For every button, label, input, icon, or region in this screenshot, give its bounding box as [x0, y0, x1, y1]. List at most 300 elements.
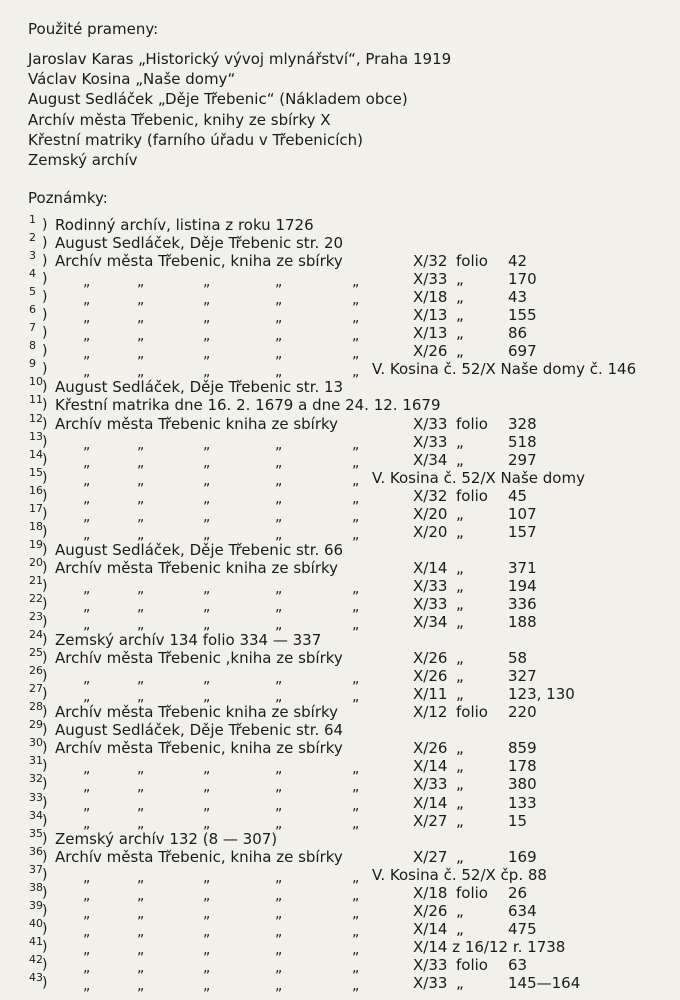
- ditto-mark: „: [352, 508, 360, 525]
- note-number: 21: [29, 573, 43, 587]
- note-bracket: ): [42, 902, 48, 919]
- note-bracket: ): [42, 812, 48, 829]
- page-number: 336: [508, 594, 537, 613]
- ditto-mark: „: [275, 617, 283, 634]
- page-number: 634: [508, 901, 537, 920]
- note-bracket: ): [42, 325, 48, 342]
- note-row: [0, 447, 680, 471]
- page-number: 155: [508, 306, 537, 325]
- collection-ref: X/33: [413, 775, 448, 794]
- ditto-mark: „: [203, 887, 211, 904]
- note-row: [0, 519, 680, 543]
- ditto-mark: „: [352, 941, 360, 958]
- note-row: [0, 934, 680, 958]
- collection-ref: X/33: [413, 270, 448, 289]
- page-number: 188: [508, 613, 537, 632]
- ditto-mark: „: [275, 689, 283, 706]
- note-row: [0, 862, 680, 886]
- ditto-mark: „: [275, 436, 283, 453]
- note-row: [0, 285, 680, 309]
- ditto-mark: „: [137, 292, 145, 309]
- ditto-mark: „: [83, 689, 91, 706]
- folio-label: „: [456, 576, 464, 595]
- note-bracket: ): [42, 523, 48, 540]
- ditto-mark: „: [83, 977, 91, 994]
- page-number: 328: [508, 414, 537, 433]
- page-number: 518: [508, 432, 537, 451]
- note-row: [0, 267, 680, 291]
- note-number: 19: [29, 537, 43, 551]
- note-bracket: ): [42, 758, 48, 775]
- ditto-mark: „: [203, 941, 211, 958]
- note-number: 8: [29, 339, 36, 353]
- collection-ref: X/26: [413, 901, 448, 920]
- note-row: [0, 393, 680, 415]
- note-bracket: ): [42, 595, 48, 612]
- folio-label: folio: [456, 414, 488, 433]
- collection-ref: X/33: [413, 576, 448, 595]
- note-row: [0, 465, 680, 489]
- note-row: [0, 952, 680, 976]
- note-text: Archív města Třebenic, kniha ze sbírky: [55, 739, 343, 758]
- note-text: August Sedláček, Děje Třebenic str. 64: [55, 721, 344, 740]
- page-number: 697: [508, 342, 537, 361]
- note-row: [0, 700, 680, 722]
- note-row: [0, 664, 680, 688]
- note-bracket: ): [42, 776, 48, 793]
- ditto-mark: „: [203, 923, 211, 940]
- note-bracket: ): [42, 614, 48, 631]
- ditto-mark: „: [137, 508, 145, 525]
- ditto-mark: „: [275, 508, 283, 525]
- note-bracket: ): [42, 217, 48, 233]
- folio-label: „: [456, 973, 464, 992]
- note-row: [0, 826, 680, 848]
- ditto-mark: „: [203, 580, 211, 597]
- note-number: 10: [29, 375, 43, 389]
- ditto-mark: „: [275, 274, 283, 291]
- ditto-mark: „: [275, 490, 283, 507]
- note-row: [0, 303, 680, 327]
- ditto-mark: „: [352, 797, 360, 814]
- note-row: [0, 591, 680, 615]
- folio-label: „: [456, 613, 464, 632]
- note-row: [0, 790, 680, 814]
- page-number: 45: [508, 486, 528, 505]
- collection-ref: X/27: [413, 847, 448, 866]
- folio-label: „: [456, 919, 464, 938]
- ditto-mark: „: [137, 689, 145, 706]
- note-bracket: ): [42, 740, 48, 757]
- note-tail-text: V. Kosina č. 52/X Naše domy č. 146: [372, 360, 637, 379]
- note-bracket: ): [42, 271, 48, 288]
- ditto-mark: „: [83, 328, 91, 345]
- note-number: 16: [29, 483, 43, 497]
- ditto-mark: „: [203, 490, 211, 507]
- note-text: August Sedláček, Děje Třebenic str. 13: [55, 378, 344, 397]
- note-number: 28: [29, 700, 43, 714]
- ditto-mark: „: [137, 797, 145, 814]
- note-row: [0, 339, 680, 363]
- ditto-mark: „: [83, 508, 91, 525]
- ditto-mark: „: [137, 959, 145, 976]
- note-number: 32: [29, 772, 43, 786]
- page-number: 327: [508, 667, 537, 686]
- page-number: 380: [508, 775, 537, 794]
- note-row: [0, 411, 680, 433]
- ditto-mark: „: [203, 364, 211, 381]
- note-number: 30: [29, 736, 43, 750]
- note-number: 1: [29, 213, 36, 226]
- ditto-mark: „: [137, 274, 145, 291]
- ditto-mark: „: [203, 346, 211, 363]
- collection-ref: X/33: [413, 594, 448, 613]
- note-row: [0, 375, 680, 397]
- note-bracket: ): [42, 794, 48, 811]
- ditto-mark: „: [275, 671, 283, 688]
- ditto-mark: „: [352, 346, 360, 363]
- note-text: Křestní matrika dne 16. 2. 1679 a dne 24. 12. 1679: [55, 396, 441, 415]
- ditto-mark: „: [352, 472, 360, 489]
- note-text: Archív města Třebenic kniha ze sbírky: [55, 558, 339, 577]
- note-row: [0, 772, 680, 796]
- note-number: 20: [29, 555, 43, 569]
- note-bracket: ): [42, 956, 48, 973]
- ditto-mark: „: [203, 328, 211, 345]
- folio-label: „: [456, 342, 464, 361]
- sources-heading: Použité prameny:: [28, 20, 159, 38]
- ditto-mark: „: [83, 797, 91, 814]
- collection-ref: X/26: [413, 739, 448, 758]
- folio-label: „: [456, 685, 464, 704]
- page-number: 43: [508, 288, 528, 307]
- note-number: 11: [29, 393, 43, 407]
- note-bracket: ): [42, 379, 48, 396]
- collection-ref: X/14 z 16/12 r. 1738: [413, 937, 566, 956]
- ditto-mark: „: [275, 310, 283, 327]
- ditto-mark: „: [352, 923, 360, 940]
- source-item: Zemský archív: [28, 150, 138, 169]
- note-number: 26: [29, 664, 43, 678]
- note-number: 42: [29, 952, 43, 966]
- ditto-mark: „: [203, 797, 211, 814]
- page-number: 107: [508, 504, 537, 523]
- ditto-mark: „: [83, 923, 91, 940]
- page-number: 220: [508, 703, 537, 722]
- ditto-mark: „: [137, 472, 145, 489]
- note-bracket: ): [42, 505, 48, 522]
- note-number: 6: [29, 303, 36, 317]
- folio-label: „: [456, 504, 464, 523]
- ditto-mark: „: [137, 454, 145, 471]
- ditto-mark: „: [352, 779, 360, 796]
- note-text: August Sedláček, Děje Třebenic str. 66: [55, 540, 344, 559]
- page-number: 178: [508, 757, 537, 776]
- note-bracket: ): [42, 704, 48, 721]
- ditto-mark: „: [352, 887, 360, 904]
- note-number: 17: [29, 501, 43, 515]
- note-number: 23: [29, 610, 43, 624]
- note-bracket: ): [42, 650, 48, 667]
- note-row: [0, 213, 680, 234]
- folio-label: folio: [456, 955, 488, 974]
- ditto-mark: „: [137, 490, 145, 507]
- ditto-mark: „: [275, 580, 283, 597]
- note-text: Zemský archív 132 (8 — 307): [55, 829, 278, 848]
- note-row: [0, 916, 680, 940]
- note-number: 7: [29, 321, 36, 335]
- ditto-mark: „: [352, 617, 360, 634]
- note-number: 40: [29, 916, 43, 930]
- note-text: August Sedláček, Děje Třebenic str. 20: [55, 234, 344, 253]
- note-number: 15: [29, 465, 43, 479]
- note-number: 33: [29, 790, 43, 804]
- folio-label: „: [456, 811, 464, 830]
- ditto-mark: „: [83, 364, 91, 381]
- ditto-mark: „: [137, 310, 145, 327]
- folio-label: „: [456, 522, 464, 541]
- ditto-mark: „: [275, 797, 283, 814]
- page-number: 170: [508, 270, 537, 289]
- note-bracket: ): [42, 938, 48, 955]
- page-number: 475: [508, 919, 537, 938]
- note-bracket: ): [42, 830, 48, 847]
- source-item: Jaroslav Karas „Historický vývoj mlynářství“, Praha 1919: [28, 50, 452, 68]
- page-number: 86: [508, 324, 528, 343]
- ditto-mark: „: [352, 454, 360, 471]
- note-number: 39: [29, 898, 43, 912]
- note-number: 14: [29, 447, 43, 461]
- note-row: [0, 555, 680, 577]
- ditto-mark: „: [83, 292, 91, 309]
- ditto-mark: „: [203, 761, 211, 778]
- ditto-mark: „: [137, 905, 145, 922]
- note-row: [0, 628, 680, 650]
- ditto-mark: „: [83, 905, 91, 922]
- note-bracket: ): [42, 848, 48, 865]
- folio-label: „: [456, 594, 464, 613]
- note-number: 5: [29, 285, 36, 299]
- note-text: Archív města Třebenic ,kniha ze sbírky: [55, 649, 343, 668]
- ditto-mark: „: [275, 598, 283, 615]
- page-number: 371: [508, 558, 537, 577]
- collection-ref: X/26: [413, 667, 448, 686]
- collection-ref: X/27: [413, 811, 448, 830]
- note-row: [0, 610, 680, 634]
- collection-ref: X/20: [413, 522, 448, 541]
- ditto-mark: „: [275, 815, 283, 832]
- note-row: [0, 501, 680, 525]
- collection-ref: X/33: [413, 955, 448, 974]
- note-row: [0, 646, 680, 668]
- page-number: 58: [508, 649, 528, 668]
- page-number: 123, 130: [508, 685, 575, 704]
- ditto-mark: „: [83, 436, 91, 453]
- ditto-mark: „: [203, 454, 211, 471]
- page-number: 297: [508, 450, 537, 469]
- collection-ref: X/33: [413, 432, 448, 451]
- folio-label: „: [456, 775, 464, 794]
- note-text: Archív města Třebenic, kniha ze sbírky: [55, 252, 343, 271]
- ditto-mark: „: [83, 310, 91, 327]
- note-bracket: ): [42, 632, 48, 649]
- sources-list: [28, 49, 451, 170]
- source-item: Křestní matriky (farního úřadu v Třebenicích): [28, 130, 363, 149]
- ditto-mark: „: [137, 977, 145, 994]
- ditto-mark: „: [275, 364, 283, 381]
- ditto-mark: „: [352, 671, 360, 688]
- note-number: 22: [29, 591, 43, 605]
- collection-ref: X/34: [413, 450, 448, 469]
- ditto-mark: „: [83, 346, 91, 363]
- ditto-mark: „: [137, 815, 145, 832]
- ditto-mark: „: [137, 598, 145, 615]
- ditto-mark: „: [203, 436, 211, 453]
- note-number: 9: [29, 357, 36, 371]
- collection-ref: X/26: [413, 342, 448, 361]
- note-bracket: ): [42, 397, 48, 414]
- folio-label: „: [456, 270, 464, 289]
- collection-ref: X/14: [413, 919, 448, 938]
- folio-label: „: [456, 739, 464, 758]
- note-bracket: ): [42, 433, 48, 450]
- collection-ref: X/13: [413, 306, 448, 325]
- ditto-mark: „: [83, 959, 91, 976]
- note-tail-text: V. Kosina č. 52/X Naše domy: [372, 468, 585, 487]
- note-bracket: ): [42, 559, 48, 576]
- note-number: 43: [29, 970, 43, 984]
- collection-ref: X/26: [413, 649, 448, 668]
- page-number: 42: [508, 252, 528, 271]
- folio-label: „: [456, 558, 464, 577]
- ditto-mark: „: [137, 869, 145, 886]
- folio-label: folio: [456, 883, 488, 902]
- ditto-mark: „: [275, 526, 283, 543]
- collection-ref: X/14: [413, 793, 448, 812]
- ditto-mark: „: [352, 761, 360, 778]
- note-number: 4: [29, 267, 36, 281]
- note-text: Rodinný archív, listina z roku 1726: [55, 216, 314, 234]
- page-number: 859: [508, 739, 537, 758]
- note-number: 38: [29, 880, 43, 894]
- note-row: [0, 736, 680, 758]
- ditto-mark: „: [83, 526, 91, 543]
- note-number: 25: [29, 646, 43, 660]
- ditto-mark: „: [203, 617, 211, 634]
- source-item: Archív města Třebenic, knihy ze sbírky X: [28, 110, 331, 129]
- page-number: 194: [508, 576, 537, 595]
- note-row: [0, 357, 680, 381]
- note-text: Zemský archív 134 folio 334 — 337: [55, 631, 322, 650]
- ditto-mark: „: [275, 292, 283, 309]
- folio-label: „: [456, 324, 464, 343]
- page-number: 145—164: [508, 973, 581, 992]
- ditto-mark: „: [83, 490, 91, 507]
- note-bracket: ): [42, 307, 48, 324]
- source-item: August Sedláček „Děje Třebenic“ (Nákladem obce): [28, 90, 408, 109]
- page-number: 157: [508, 522, 537, 541]
- note-number: 24: [29, 628, 43, 642]
- note-number: 12: [29, 411, 43, 425]
- note-bracket: ): [42, 361, 48, 378]
- note-row: [0, 249, 680, 271]
- note-row: [0, 808, 680, 832]
- note-number: 2: [29, 231, 36, 245]
- note-number: 3: [29, 249, 36, 263]
- ditto-mark: „: [275, 977, 283, 994]
- ditto-mark: „: [203, 292, 211, 309]
- ditto-mark: „: [203, 689, 211, 706]
- ditto-mark: „: [352, 310, 360, 327]
- collection-ref: X/18: [413, 883, 448, 902]
- ditto-mark: „: [203, 977, 211, 994]
- ditto-mark: „: [137, 761, 145, 778]
- page-number: 169: [508, 847, 537, 866]
- note-number: 31: [29, 754, 43, 768]
- folio-label: „: [456, 793, 464, 812]
- note-number: 37: [29, 862, 43, 876]
- note-row: [0, 483, 680, 507]
- ditto-mark: „: [137, 364, 145, 381]
- note-row: [0, 898, 680, 922]
- notes-list: [0, 213, 680, 994]
- ditto-mark: „: [352, 598, 360, 615]
- ditto-mark: „: [203, 598, 211, 615]
- note-number: 41: [29, 934, 43, 948]
- page-number: 15: [508, 811, 528, 830]
- note-row: [0, 537, 680, 559]
- ditto-mark: „: [83, 941, 91, 958]
- page-number: 26: [508, 883, 528, 902]
- note-bracket: ): [42, 722, 48, 739]
- note-row: [0, 844, 680, 866]
- folio-label: folio: [456, 252, 488, 271]
- note-row: [0, 321, 680, 345]
- ditto-mark: „: [352, 689, 360, 706]
- ditto-mark: „: [275, 869, 283, 886]
- ditto-mark: „: [352, 364, 360, 381]
- collection-ref: X/18: [413, 288, 448, 307]
- note-bracket: ): [42, 235, 48, 252]
- ditto-mark: „: [203, 526, 211, 543]
- ditto-mark: „: [275, 472, 283, 489]
- note-bracket: ): [42, 343, 48, 360]
- note-bracket: ): [42, 668, 48, 685]
- ditto-mark: „: [352, 328, 360, 345]
- ditto-mark: „: [83, 671, 91, 688]
- note-number: 27: [29, 682, 43, 696]
- note-text: Archív města Třebenic kniha ze sbírky: [55, 414, 339, 433]
- note-number: 35: [29, 826, 43, 840]
- ditto-mark: „: [352, 580, 360, 597]
- note-row: [0, 573, 680, 597]
- ditto-mark: „: [203, 472, 211, 489]
- folio-label: „: [456, 432, 464, 451]
- ditto-mark: „: [203, 959, 211, 976]
- ditto-mark: „: [275, 454, 283, 471]
- ditto-mark: „: [83, 887, 91, 904]
- notes-heading: Poznámky:: [28, 189, 108, 207]
- ditto-mark: „: [83, 472, 91, 489]
- collection-ref: X/20: [413, 504, 448, 523]
- page-number: 133: [508, 793, 537, 812]
- ditto-mark: „: [83, 815, 91, 832]
- ditto-mark: „: [203, 671, 211, 688]
- folio-label: „: [456, 901, 464, 920]
- note-number: 34: [29, 808, 43, 822]
- page-number: 63: [508, 955, 528, 974]
- ditto-mark: „: [137, 328, 145, 345]
